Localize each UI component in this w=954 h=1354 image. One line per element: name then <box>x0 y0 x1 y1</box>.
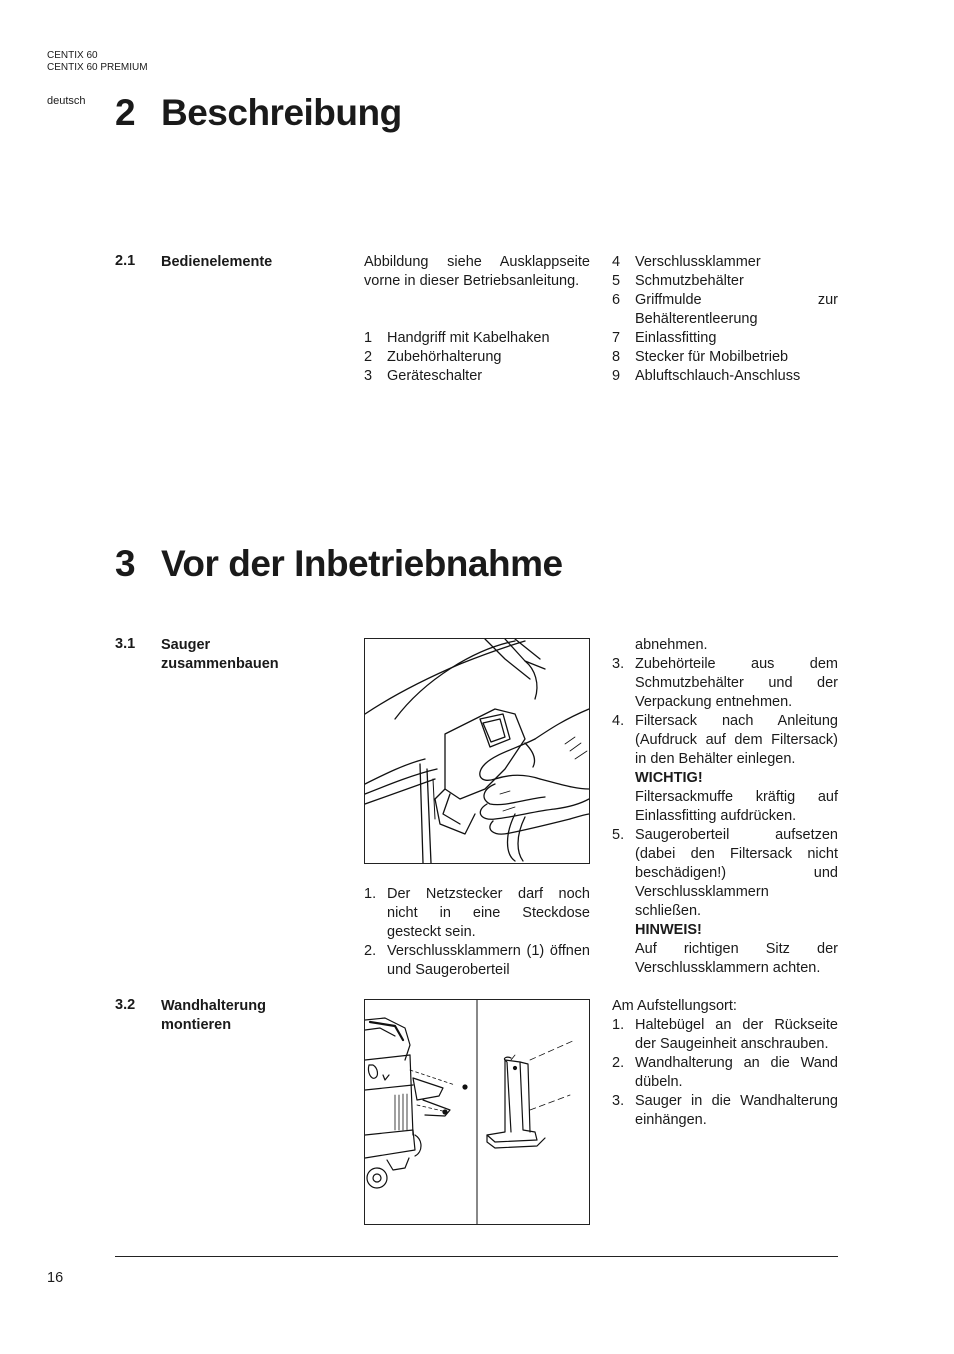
list-item: 2. Verschlussklammern (1) öffnen und Saugeroberteil <box>364 943 590 978</box>
list-item: 8 Stecker für Mobilbetrieb <box>612 349 789 365</box>
chapter-3-number: 3 <box>115 543 136 584</box>
list-item: 3. Zubehörteile aus dem Schmutzbehälter und der Verpackung entnehmen. <box>612 656 838 710</box>
language-label: deutsch <box>47 95 86 107</box>
chapter-3-heading <box>115 544 563 584</box>
chapter-2-title: Beschreibung <box>161 92 402 133</box>
controls-list-right <box>612 253 838 386</box>
wall-mount-illustration <box>364 999 590 1225</box>
list-item: 4 Verschlussklammer <box>612 254 761 270</box>
important-label: WICHTIG! <box>635 770 703 786</box>
assembly-steps-left <box>364 885 590 980</box>
page-number: 16 <box>47 1270 64 1286</box>
list-item: 5. Saugeroberteil aufsetzen (dabei den Filtersack nicht beschädigen!) und Verschlussklammern schließen. HINWEIS! Auf richtigen Sitz der Verschlussklammern achten. <box>612 827 838 976</box>
list-item: 6 Griffmulde zur Behälterentleerung <box>612 292 838 327</box>
controls-list-left <box>364 329 590 386</box>
note-text: Auf richtigen Sitz der Verschlussklammern achten. <box>635 941 838 976</box>
important-text: Filtersackmuffe kräftig auf Einlassfitting aufdrücken. <box>635 789 838 824</box>
chapter-3-title: Vor der Inbetriebnahme <box>161 543 563 584</box>
section-2-1-number: 2.1 <box>115 253 136 269</box>
list-item: 2 Zubehörhalterung <box>364 349 502 365</box>
model-line-2: CENTIX 60 PREMIUM <box>47 62 148 73</box>
assembly-steps-right <box>612 655 838 978</box>
assembly-illustration <box>364 638 590 864</box>
section-3-1-number: 3.1 <box>115 636 136 652</box>
list-item: 4. Filtersack nach Anleitung (Aufdruck auf dem Filtersack) in den Behälter einlegen. WICHTIG! Filtersackmuffe kräftig auf Einlassfitting aufdrücken. <box>612 713 838 824</box>
section-3-2-title: Wandhalterung montieren <box>161 998 266 1033</box>
section-3-2-number: 3.2 <box>115 997 136 1013</box>
list-item: 9 Abluftschlauch-Anschluss <box>612 368 801 384</box>
list-item: 1. Der Netzstecker darf noch nicht in eine Steckdose gesteckt sein. <box>364 886 590 940</box>
chapter-2-heading <box>115 93 402 133</box>
section-2-1-title: Bedienelemente <box>161 254 273 270</box>
list-item: 1. Haltebügel an der Rückseite der Saugeinheit anschrauben. <box>612 1017 838 1052</box>
note-label: HINWEIS! <box>635 922 702 938</box>
footer-rule <box>115 1256 838 1257</box>
list-item: 3 Geräteschalter <box>364 368 483 384</box>
section-2-1-intro: Abbildung siehe Ausklappseite vorne in dieser Betriebsanleitung. <box>364 254 590 289</box>
list-item: 1 Handgriff mit Kabelhaken <box>364 330 550 346</box>
step-2-continued: abnehmen. <box>635 637 708 653</box>
section-3-1-title: Sauger zusammenbauen <box>161 637 279 672</box>
chapter-2-number: 2 <box>115 92 136 133</box>
list-item: 2. Wandhalterung an die Wand dübeln. <box>612 1055 838 1090</box>
wall-mount-steps <box>612 1016 838 1130</box>
section-3-2-intro: Am Aufstellungsort: <box>612 998 737 1014</box>
list-item: 3. Sauger in die Wandhalterung einhängen. <box>612 1093 838 1128</box>
list-item: 5 Schmutzbehälter <box>612 273 744 289</box>
list-item: 7 Einlassfitting <box>612 330 717 346</box>
model-line-1: CENTIX 60 <box>47 50 98 61</box>
